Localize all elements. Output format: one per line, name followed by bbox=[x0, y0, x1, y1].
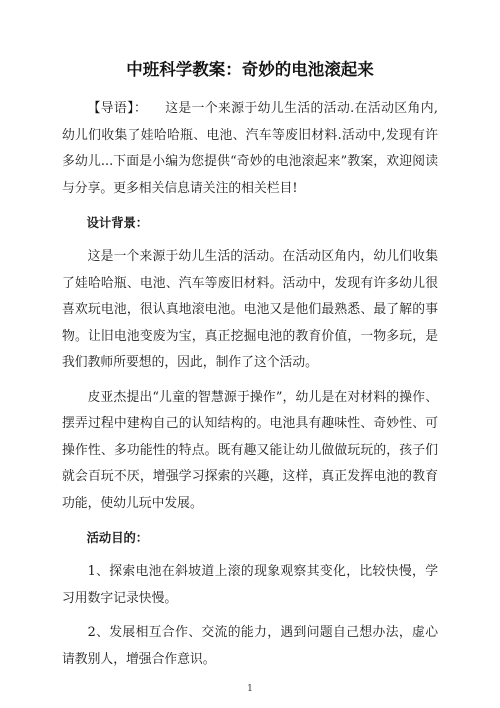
background-paragraph-2: 皮亚杰提出“儿童的智慧源于操作”，幼儿是在对材料的操作、摆弄过程中建构自己的认知结构的。电池具有趣味性、奇妙性、可操作性、多功能性的特点。既有趣又能让幼儿做做玩玩的，孩子们就会百玩不厌，增强学习探索的兴趣，这样，真正发挥电池的教育功能，使幼儿玩中发展。 bbox=[62, 389, 438, 511]
background-paragraph-1: 这是一个来源于幼儿生活的活动。在活动区角内，幼儿们收集了娃哈哈瓶、电池、汽车等废旧材料。活动中，发现有许多幼儿很喜欢玩电池，很认真地滚电池。电池又是他们最熟悉、最了解的事物。让旧电池变废为宝，真正挖掘电池的教育价值，一物多玩，是我们教师所要想的，因此，制作了这个活动。 bbox=[62, 249, 438, 370]
section-heading-objectives: 活动目的： bbox=[86, 531, 149, 545]
intro-text: 这是一个来源于幼儿生活的活动.在活动区角内,幼儿们收集了娃哈哈瓶、电池、汽车等废旧材料.活动中,发现有许多幼儿...下面是小编为您提供“奇妙的电池滚起来”教案，欢迎阅读与分享。更多相关信息请关注的相关栏目! bbox=[62, 101, 438, 196]
page-number: 1 bbox=[247, 684, 253, 694]
section-heading-background: 设计背景： bbox=[86, 216, 149, 230]
objective-item-2: 2、发展相互合作、交流的能力，遇到问题自己想办法，虚心请教别人，增强合作意识。 bbox=[62, 625, 438, 667]
intro-label: 【导语】： bbox=[87, 101, 148, 116]
document-title: 中班科学教案：奇妙的电池滚起来 bbox=[126, 60, 374, 79]
objective-item-1: 1、探索电池在斜坡道上滚的现象观察其变化，比较快慢，学习用数字记录快慢。 bbox=[62, 564, 438, 606]
intro-paragraph bbox=[62, 96, 438, 202]
